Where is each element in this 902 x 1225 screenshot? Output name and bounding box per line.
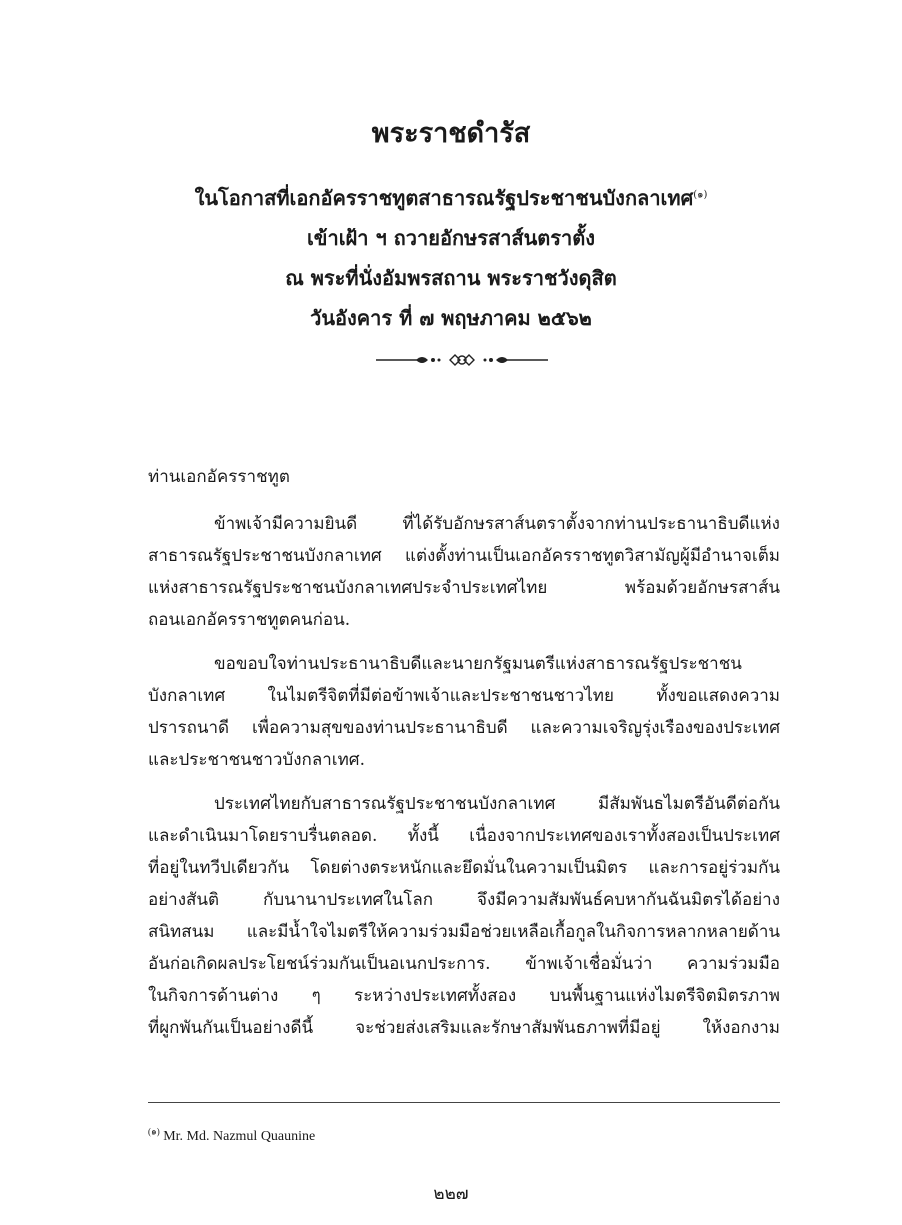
heading-line-occasion	[0, 178, 902, 218]
footnote-divider	[148, 1102, 780, 1103]
paragraph-2	[148, 648, 780, 776]
paragraph-line: ที่ผูกพันกันเป็นอย่างดีนี้ จะช่วยส่งเสริมและรักษาสัมพันธภาพที่มีอยู่ ให้งอกงาม	[148, 1018, 780, 1038]
paragraph-line: ถอนเอกอัครราชทูตคนก่อน.	[148, 610, 351, 630]
paragraph-line: ประเทศไทยกับสาธารณรัฐประชาชนบังกลาเทศ มีสัมพันธไมตรีอันดีต่อกัน	[214, 794, 780, 814]
footnote	[148, 1126, 315, 1148]
paragraph-line: และดำเนินมาโดยราบรื่นตลอด. ทั้งนี้ เนื่องจากประเทศของเราทั้งสองเป็นประเทศ	[148, 826, 780, 846]
paragraph-line: ข้าพเจ้ามีความยินดี ที่ได้รับอักษรสาส์นตราตั้งจากท่านประธานาธิบดีแห่ง	[214, 514, 780, 534]
footnote-text: Mr. Md. Nazmul Quaunine	[163, 1129, 316, 1144]
paragraph-line: อย่างสันติ กับนานาประเทศในโลก จึงมีความสัมพันธ์คบหากันฉันมิตรได้อย่าง	[148, 890, 780, 910]
paragraph-line: ปรารถนาดี เพื่อความสุขของท่านประธานาธิบดี และความเจริญรุ่งเรืองของประเทศ	[148, 718, 780, 738]
paragraph-line: ที่อยู่ในทวีปเดียวกัน โดยต่างตระหนักและยึดมั่นในความเป็นมิตร และการอยู่ร่วมกัน	[148, 858, 780, 878]
paragraph-line: อันก่อเกิดผลประโยชน์ร่วมกันเป็นอเนกประการ. ข้าพเจ้าเชื่อมั่นว่า ความร่วมมือ	[148, 954, 780, 974]
page-number: ๒๒๗	[433, 1184, 469, 1204]
heading-line-venue: ณ พระที่นั่งอัมพรสถาน พระราชวังดุสิต	[285, 266, 617, 290]
paragraph-line: และประชาชนชาวบังกลาเทศ.	[148, 750, 365, 770]
paragraph-line: ในกิจการด้านต่าง ๆ ระหว่างประเทศทั้งสอง บนพื้นฐานแห่งไมตรีจิตมิตรภาพ	[148, 986, 780, 1006]
paragraph-3	[148, 788, 780, 1044]
page-title: พระราชดำรัส	[371, 118, 531, 149]
paragraph-line: สาธารณรัฐประชาชนบังกลาเทศ แต่งตั้งท่านเป็นเอกอัครราชทูตวิสามัญผู้มีอำนาจเต็ม	[148, 546, 780, 566]
heading-footnote-marker: (๑)	[693, 189, 708, 201]
paragraph-line: แห่งสาธารณรัฐประชาชนบังกลาเทศประจำประเทศไทย พร้อมด้วยอักษรสาส์น	[148, 578, 780, 598]
heading-line-occasion-text: ในโอกาสที่เอกอัครราชทูตสาธารณรัฐประชาชนบังกลาเทศ	[194, 186, 694, 210]
heading-line-audience: เข้าเฝ้า ฯ ถวายอักษรสาส์นตราตั้ง	[306, 226, 596, 250]
paragraph-line: ขอขอบใจท่านประธานาธิบดีและนายกรัฐมนตรีแห่งสาธารณรัฐประชาชน	[214, 654, 742, 674]
paragraph-1	[148, 508, 780, 636]
footnote-marker: (๑)	[148, 1126, 160, 1137]
paragraph-line: สนิทสนม และมีน้ำใจไมตรีให้ความร่วมมือช่วยเหลือเกื้อกูลในกิจการหลากหลายด้าน	[148, 922, 780, 942]
decorative-divider-icon	[372, 350, 552, 370]
heading-line-date: วันอังคาร ที่ ๗ พฤษภาคม ๒๕๖๒	[310, 306, 592, 330]
salutation: ท่านเอกอัครราชทูต	[148, 467, 290, 487]
heading-block	[0, 178, 902, 338]
paragraph-line: บังกลาเทศ ในไมตรีจิตที่มีต่อข้าพเจ้าและประชาชนชาวไทย ทั้งขอแสดงความ	[148, 686, 780, 706]
